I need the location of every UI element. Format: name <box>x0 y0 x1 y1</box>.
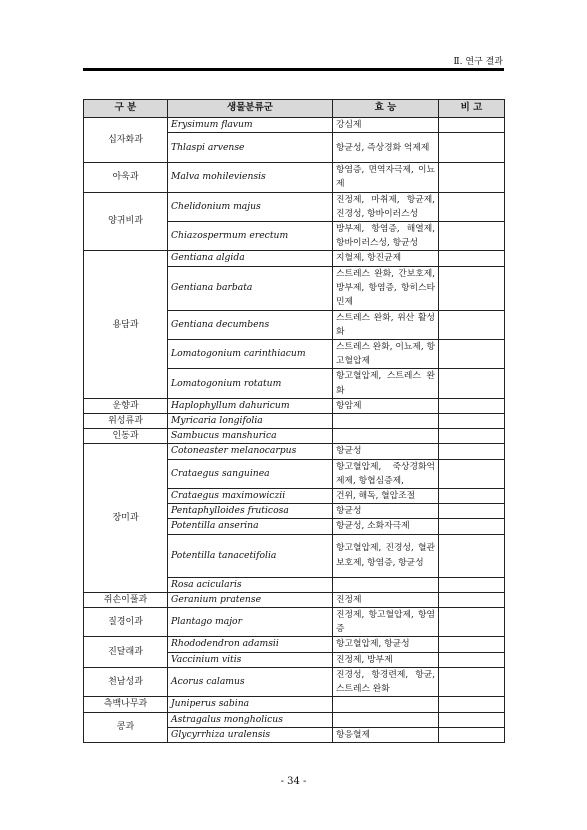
family-cell: 용담과 <box>84 251 168 398</box>
remarks-cell <box>439 429 505 444</box>
table-row <box>84 444 505 459</box>
family-cell: 측백나무과 <box>84 697 168 712</box>
species-cell: Cotoneaster melanocarpus <box>168 444 333 459</box>
species-cell: Gentiana decumbens <box>168 310 333 339</box>
table-row <box>84 667 505 696</box>
remarks-cell <box>439 222 505 251</box>
remarks-cell <box>439 667 505 696</box>
effect-cell: 항균성, 즉상경화 억제제 <box>333 133 439 163</box>
species-cell: Thlaspi arvense <box>168 133 333 163</box>
species-cell: Lomatogonium carinthiacum <box>168 340 333 369</box>
species-cell: Pentaphylloides fruticosa <box>168 504 333 519</box>
species-cell: Geranium pratense <box>168 592 333 607</box>
effect-cell: 항염증, 면역자극제, 이뇨제 <box>333 163 439 192</box>
species-cell: Plantago major <box>168 608 333 637</box>
remarks-cell <box>439 697 505 712</box>
species-cell: Sambucus manshurica <box>168 429 333 444</box>
species-cell: Rosa acicularis <box>168 577 333 592</box>
species-cell: Chelidonium majus <box>168 192 333 221</box>
table-row <box>84 163 505 192</box>
effect-cell: 스트레스 완화, 간보호제, 방부제, 항염증, 항히스타민제 <box>333 266 439 310</box>
effect-cell <box>333 429 439 444</box>
species-cell: Crataegus sanguinea <box>168 459 333 488</box>
species-cell: Potentilla tanacetifolia <box>168 534 333 577</box>
remarks-cell <box>439 637 505 652</box>
effect-cell: 항암제 <box>333 398 439 413</box>
remarks-cell <box>439 414 505 429</box>
header-rule <box>83 68 504 71</box>
remarks-cell <box>439 118 505 133</box>
effect-cell: 진정제, 방부제 <box>333 652 439 667</box>
remarks-cell <box>439 712 505 727</box>
species-cell: Malva mohileviensis <box>168 163 333 192</box>
effect-cell: 항균성 <box>333 444 439 459</box>
remarks-cell <box>439 534 505 577</box>
species-cell: Lomatogonium rotatum <box>168 369 333 398</box>
column-header-category: 구 분 <box>84 100 168 118</box>
table-row <box>84 398 505 413</box>
species-cell: Myricaria longifolia <box>168 414 333 429</box>
running-title: Ⅱ. 연구 결과 <box>453 57 503 67</box>
family-cell: 쥐손이풀과 <box>84 592 168 607</box>
plant-classification-table <box>83 99 505 743</box>
species-cell: Potentilla anserina <box>168 519 333 534</box>
effect-cell: 항고혈압제, 항균성 <box>333 637 439 652</box>
effect-cell: 스트레스 완화, 위산 활성화 <box>333 310 439 339</box>
effect-cell: 항응혈제 <box>333 727 439 742</box>
table-row <box>84 637 505 652</box>
remarks-cell <box>439 577 505 592</box>
species-cell: Astragalus mongholicus <box>168 712 333 727</box>
family-cell: 아욱과 <box>84 163 168 192</box>
family-cell: 십자화과 <box>84 118 168 163</box>
family-cell: 콩과 <box>84 712 168 742</box>
table-body <box>84 118 505 743</box>
effect-cell: 항균성 <box>333 504 439 519</box>
remarks-cell <box>439 398 505 413</box>
species-cell: Crataegus maximowiczii <box>168 489 333 504</box>
family-cell: 양귀비과 <box>84 192 168 251</box>
table-header-row <box>84 100 505 118</box>
remarks-cell <box>439 340 505 369</box>
remarks-cell <box>439 727 505 742</box>
table-row <box>84 414 505 429</box>
remarks-cell <box>439 489 505 504</box>
effect-cell <box>333 577 439 592</box>
table-row <box>84 192 505 221</box>
remarks-cell <box>439 133 505 163</box>
table-row <box>84 118 505 133</box>
effect-cell: 진정제, 항고혈압제, 항염증 <box>333 608 439 637</box>
effect-cell <box>333 712 439 727</box>
effect-cell: 항고혈압제, 진경성, 혈관보호제, 항염증, 항균성 <box>333 534 439 577</box>
table-row <box>84 608 505 637</box>
family-cell: 위성류과 <box>84 414 168 429</box>
remarks-cell <box>439 504 505 519</box>
remarks-cell <box>439 519 505 534</box>
remarks-cell <box>439 608 505 637</box>
effect-cell: 진경성, 항경련제, 항균, 스트레스 완화 <box>333 667 439 696</box>
effect-cell: 항고혈압제, 죽상경화억제제, 항협심증제, <box>333 459 439 488</box>
family-cell: 장미과 <box>84 444 168 592</box>
effect-cell <box>333 414 439 429</box>
remarks-cell <box>439 310 505 339</box>
effect-cell: 진정제 <box>333 592 439 607</box>
species-cell: Rhododendron adamsii <box>168 637 333 652</box>
effect-cell: 방부제, 항염증, 해열제, 항바이러스성, 항균성 <box>333 222 439 251</box>
table-row <box>84 697 505 712</box>
species-cell: Acorus calamus <box>168 667 333 696</box>
remarks-cell <box>439 192 505 221</box>
species-cell: Erysimum flavum <box>168 118 333 133</box>
remarks-cell <box>439 266 505 310</box>
effect-cell: 항고혈압제, 스트레스 완화 <box>333 369 439 398</box>
species-cell: Haplophyllum dahuricum <box>168 398 333 413</box>
family-cell: 인동과 <box>84 429 168 444</box>
family-cell: 진달래과 <box>84 637 168 667</box>
remarks-cell <box>439 459 505 488</box>
family-cell: 운향과 <box>84 398 168 413</box>
species-cell: Gentiana algida <box>168 251 333 266</box>
effect-cell: 진정제, 마취제, 항균제, 진경성, 항바이러스성 <box>333 192 439 221</box>
table-row <box>84 712 505 727</box>
remarks-cell <box>439 369 505 398</box>
family-cell: 질경이과 <box>84 608 168 637</box>
remarks-cell <box>439 251 505 266</box>
table-row <box>84 251 505 266</box>
remarks-cell <box>439 592 505 607</box>
species-cell: Chiazospermum erectum <box>168 222 333 251</box>
remarks-cell <box>439 163 505 192</box>
table-row <box>84 429 505 444</box>
species-cell: Juniperus sabina <box>168 697 333 712</box>
remarks-cell <box>439 444 505 459</box>
column-header-remarks: 비 고 <box>439 100 505 118</box>
effect-cell: 건위, 해독, 혈압조절 <box>333 489 439 504</box>
family-cell: 천남성과 <box>84 667 168 696</box>
table-row <box>84 592 505 607</box>
species-cell: Glycyrrhiza uralensis <box>168 727 333 742</box>
effect-cell <box>333 697 439 712</box>
effect-cell: 지혈제, 항진균제 <box>333 251 439 266</box>
remarks-cell <box>439 652 505 667</box>
species-cell: Gentiana barbata <box>168 266 333 310</box>
column-header-taxon: 생물분류군 <box>168 100 333 118</box>
species-cell: Vaccinium vitis <box>168 652 333 667</box>
column-header-effect: 효 능 <box>333 100 439 118</box>
effect-cell: 스트레스 완화, 이뇨제, 항고혈압제 <box>333 340 439 369</box>
effect-cell: 강심제 <box>333 118 439 133</box>
effect-cell: 항균성, 소화자극제 <box>333 519 439 534</box>
page-number: - 34 - <box>280 776 307 787</box>
